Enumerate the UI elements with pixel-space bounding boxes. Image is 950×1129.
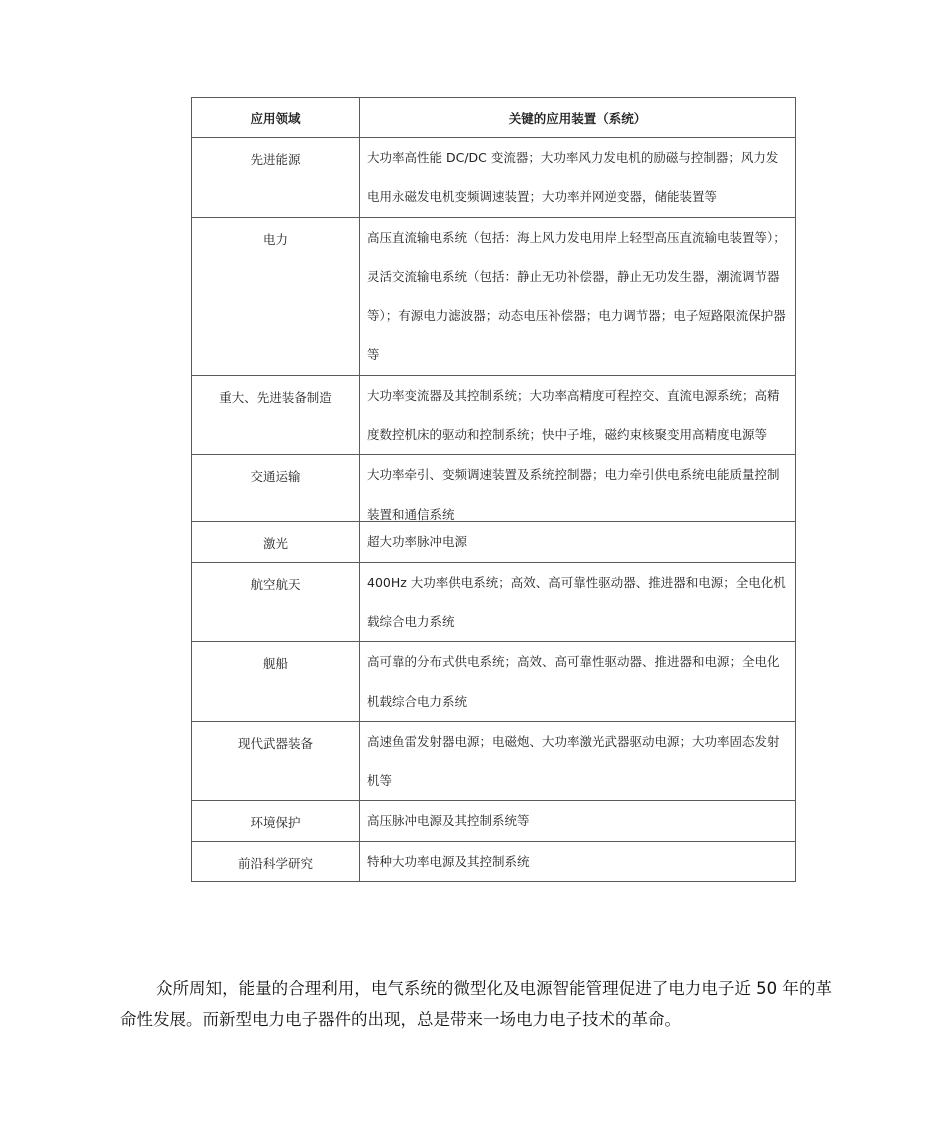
- row-systems: 大功率牵引、变频调速装置及系统控制器；电力牵引供电系统电能质量控制装置和通信系统: [367, 467, 780, 522]
- row-field: 电力: [192, 217, 360, 375]
- table-row: [192, 801, 796, 841]
- row-field: 舰船: [192, 642, 360, 722]
- row-field: 航空航天: [192, 562, 360, 642]
- row-systems: 高可靠的分布式供电系统；高效、高可靠性驱动器、推进器和电源；全电化机载综合电力系统: [360, 642, 796, 722]
- header-application-field: 应用领域: [192, 98, 360, 138]
- row-field: 交通运输: [192, 455, 360, 522]
- row-field: 现代武器装备: [192, 721, 360, 801]
- row-systems: 400Hz 大功率供电系统；高效、高可靠性驱动器、推进器和电源；全电化机载综合电力系统: [360, 562, 796, 642]
- table-row: [192, 375, 796, 455]
- applications-table: [191, 97, 796, 882]
- row-field: 先进能源: [192, 138, 360, 218]
- table-row: [192, 642, 796, 722]
- table-row: [192, 138, 796, 218]
- table-row: [192, 522, 796, 562]
- header-key-systems: 关键的应用装置（系统）: [360, 98, 796, 138]
- row-systems: 高速鱼雷发射器电源；电磁炮、大功率激光武器驱动电源；大功率固态发射机等: [360, 721, 796, 801]
- row-systems-cell: [360, 455, 796, 522]
- table-row: [192, 217, 796, 375]
- table-header-row: [192, 98, 796, 138]
- table-row: [192, 455, 796, 522]
- row-systems: 特种大功率电源及其控制系统: [360, 841, 796, 881]
- table-row: [192, 841, 796, 881]
- row-systems: 高压脉冲电源及其控制系统等: [360, 801, 796, 841]
- row-field: 重大、先进装备制造: [192, 375, 360, 455]
- row-systems: 大功率变流器及其控制系统；大功率高精度可程控交、直流电源系统；高精度数控机床的驱动和控制系统；快中子堆，磁约束核聚变用高精度电源等: [360, 375, 796, 455]
- applications-table-container: [191, 97, 795, 882]
- row-field: 激光: [192, 522, 360, 562]
- body-paragraph: 众所周知，能量的合理利用，电气系统的微型化及电源智能管理促进了电力电子近 50 年的革命性发展。而新型电力电子器件的出现，总是带来一场电力电子技术的革命。: [120, 978, 832, 1029]
- row-field: 前沿科学研究: [192, 841, 360, 881]
- row-field: 环境保护: [192, 801, 360, 841]
- table-row: [192, 721, 796, 801]
- row-systems: 超大功率脉冲电源: [360, 522, 796, 562]
- row-systems: 大功率高性能 DC/DC 变流器；大功率风力发电机的励磁与控制器；风力发电用永磁发电机变频调速装置；大功率并网逆变器，储能装置等: [360, 138, 796, 218]
- table-row: [192, 562, 796, 642]
- row-systems: 高压直流输电系统（包括：海上风力发电用岸上轻型高压直流输电装置等）；灵活交流输电系统（包括：静止无功补偿器，静止无功发生器，潮流调节器等）；有源电力滤波器；动态电压补偿器；电力调节器；电子短路限流保护器等: [360, 217, 796, 375]
